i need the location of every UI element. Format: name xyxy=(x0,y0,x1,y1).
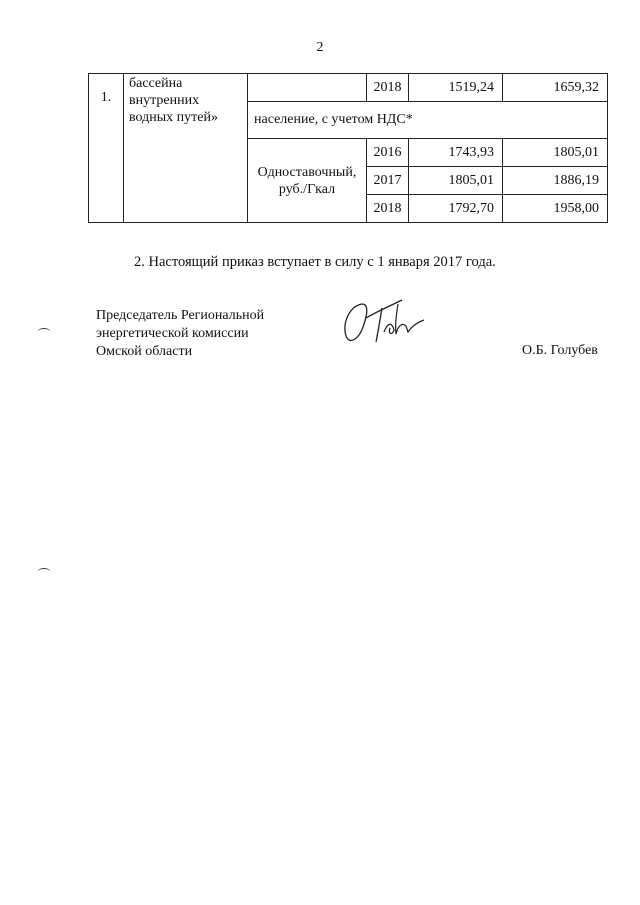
tariff-h1-cell: 1519,24 xyxy=(409,74,503,102)
empty-rate-cell xyxy=(248,74,367,102)
table-row xyxy=(89,74,608,102)
signer-title-line: Омской области xyxy=(96,344,193,359)
rate-type-line: руб./Гкал xyxy=(278,181,336,197)
signer-title-line: энергетической комиссии xyxy=(96,326,249,341)
tariff-h2-cell: 1886,19 xyxy=(503,167,608,195)
year-cell: 2017 xyxy=(367,167,409,195)
rate-type-cell xyxy=(248,139,367,223)
group-header-cell: население, с учетом НДС* xyxy=(248,102,608,139)
year-cell: 2018 xyxy=(367,195,409,223)
tariff-h1-cell: 1792,70 xyxy=(409,195,503,223)
tariff-table xyxy=(88,73,608,223)
rate-type-line: Одноставочный, xyxy=(257,164,357,180)
tariff-h1-cell: 1743,93 xyxy=(409,139,503,167)
tariff-h2-cell: 1805,01 xyxy=(503,139,608,167)
signer-name: О.Б. Голубев xyxy=(522,343,598,358)
name-line: бассейна xyxy=(129,76,183,91)
signer-title-line: Председатель Региональной xyxy=(96,308,265,323)
handwritten-signature xyxy=(332,292,432,352)
row-number: 1. xyxy=(89,74,124,223)
year-cell: 2016 xyxy=(367,139,409,167)
signer-title xyxy=(96,307,264,361)
organization-name-cell xyxy=(124,74,248,223)
tariff-h2-cell: 1958,00 xyxy=(503,195,608,223)
year-cell: 2018 xyxy=(367,74,409,102)
order-paragraph: 2. Настоящий приказ вступает в силу с 1 января 2017 года. xyxy=(134,254,496,270)
name-line: внутренних xyxy=(129,93,200,108)
name-line: водных путей» xyxy=(129,110,218,125)
page-number: 2 xyxy=(316,40,324,55)
scan-mark xyxy=(38,568,50,575)
tariff-h1-cell: 1805,01 xyxy=(409,167,503,195)
scan-mark xyxy=(38,328,50,335)
tariff-h2-cell: 1659,32 xyxy=(503,74,608,102)
